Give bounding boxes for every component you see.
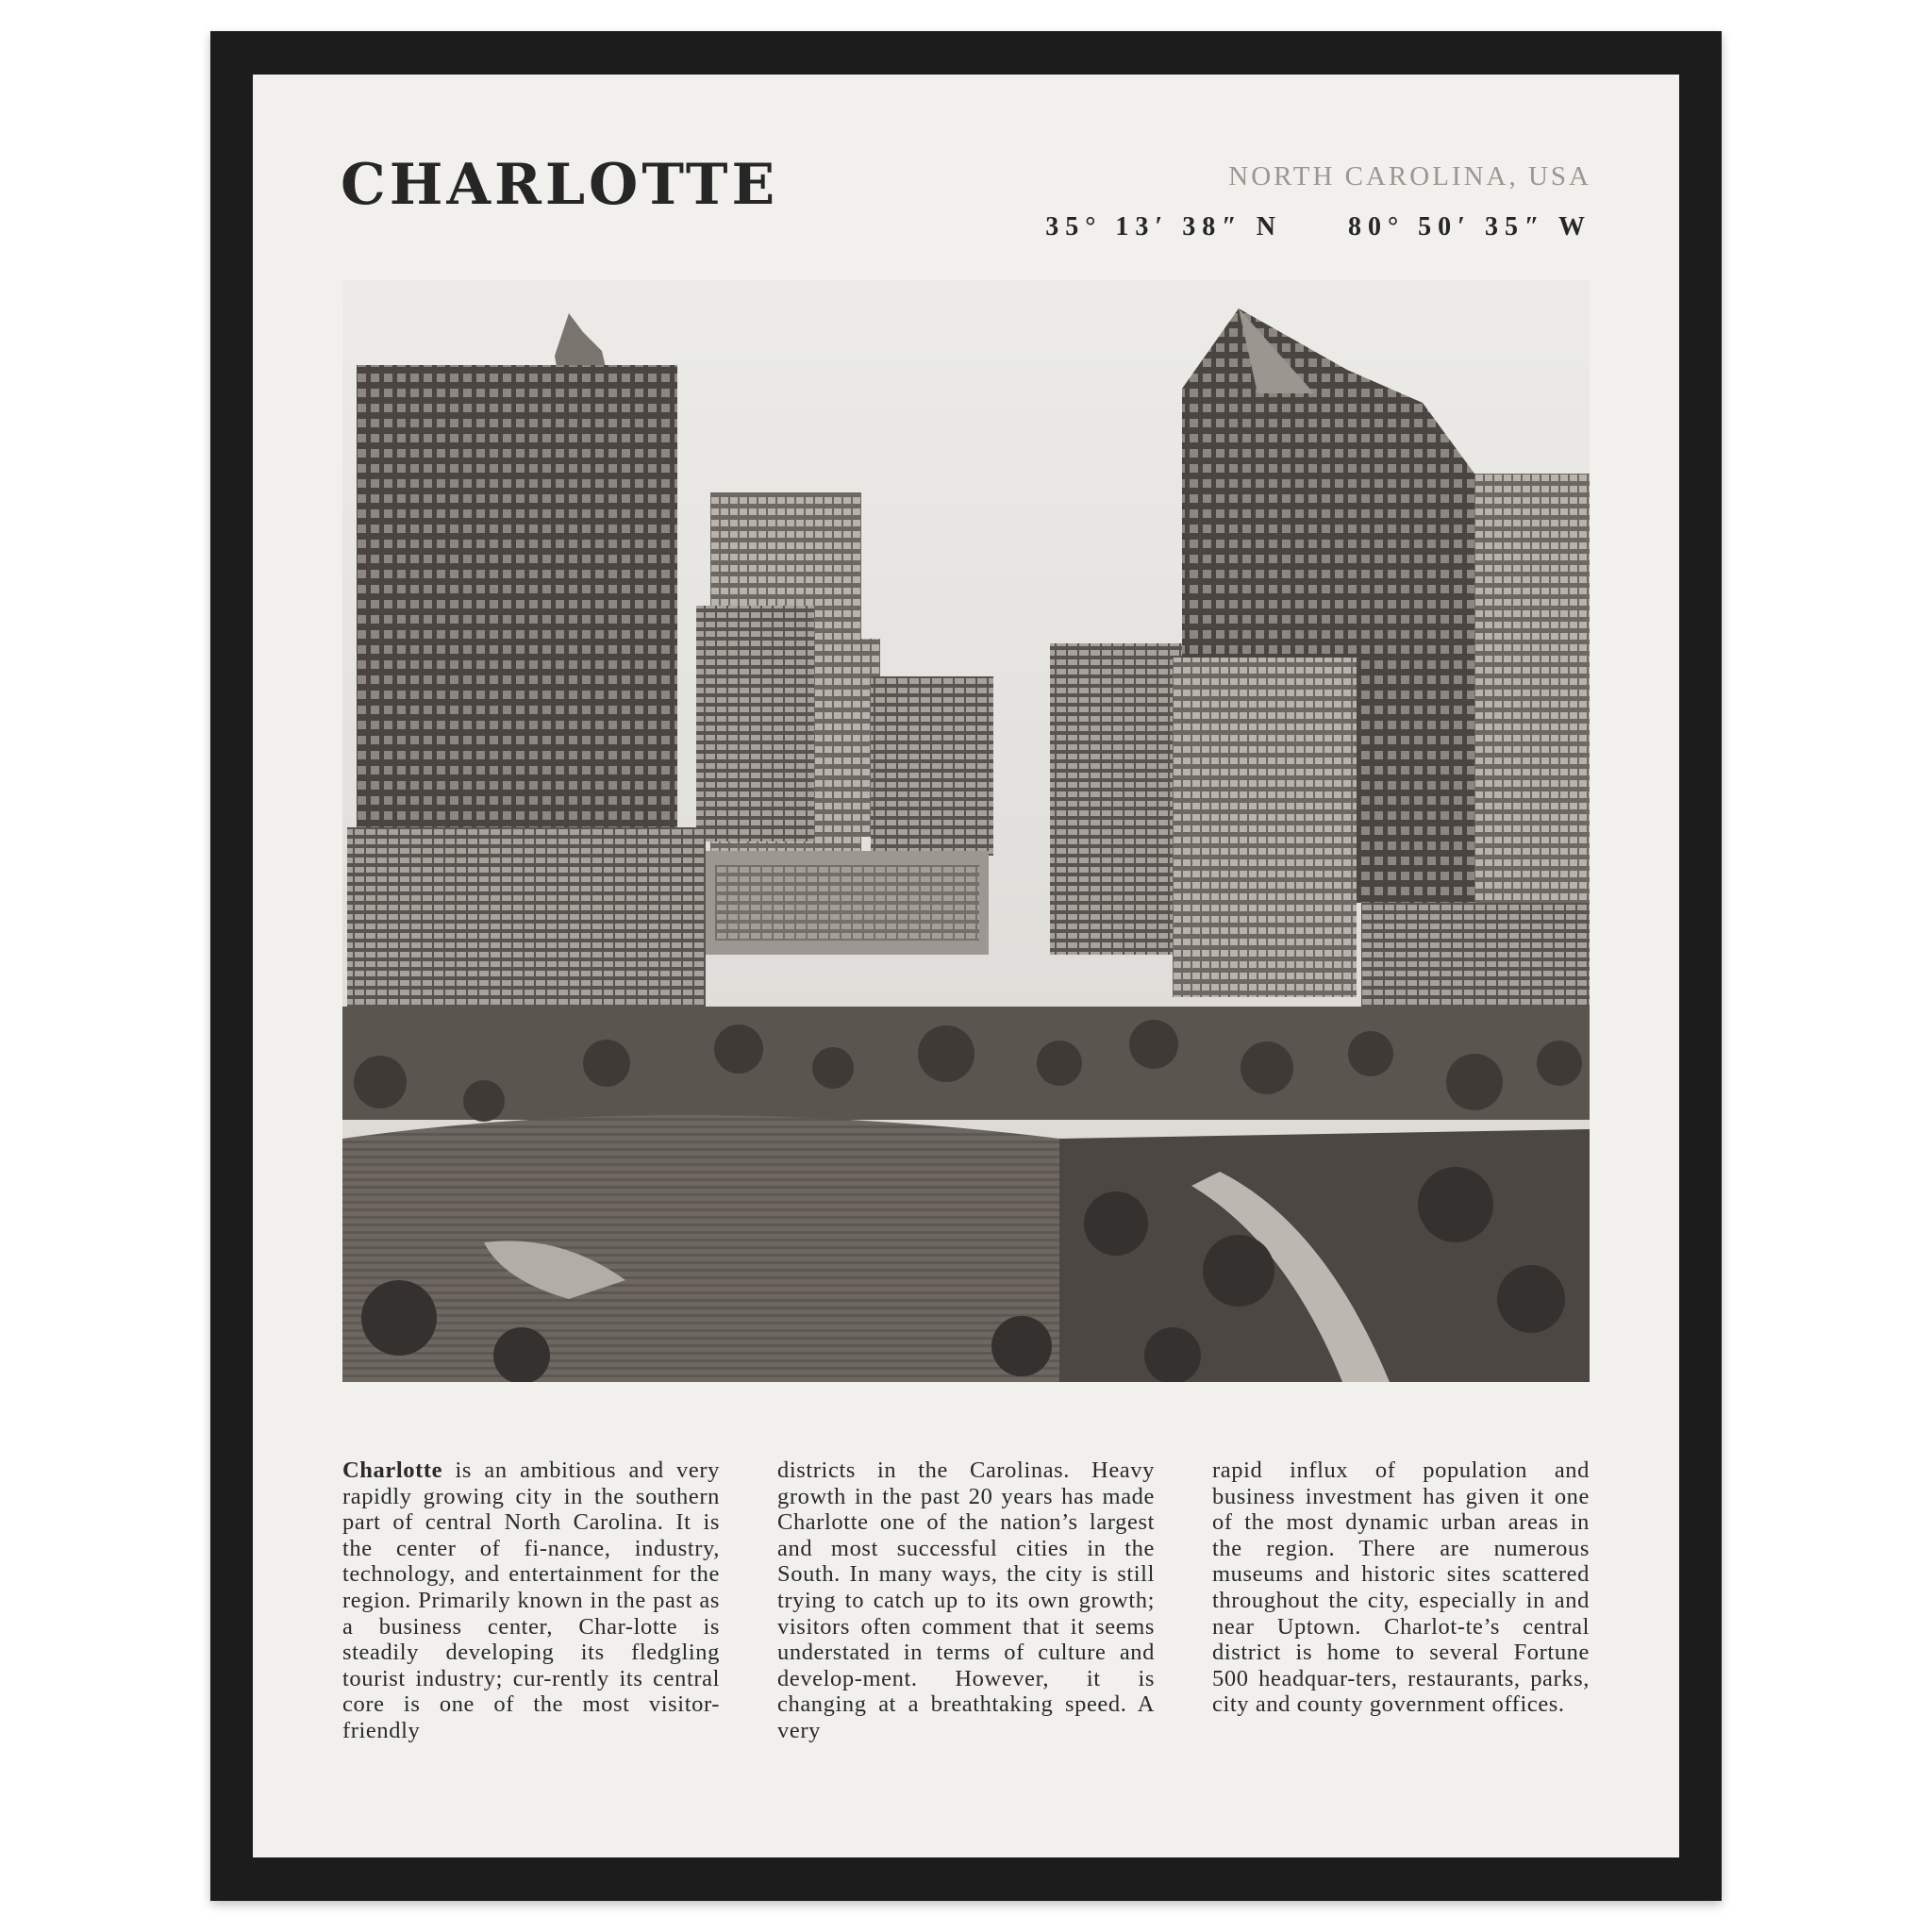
description-text <box>342 1457 1590 1744</box>
coordinates <box>1045 212 1591 242</box>
region-label: NORTH CAROLINA, USA <box>1228 161 1591 192</box>
latitude: 35° 13′ 38″ N <box>1045 212 1282 242</box>
description-lead: Charlotte <box>342 1457 443 1483</box>
poster-frame <box>210 31 1722 1901</box>
description-column-1 <box>342 1457 720 1744</box>
poster-mat <box>253 75 1679 1857</box>
description-column-3: rapid influx of population and business investment has given it one of the most dynamic urban areas in the region. There are numerous museums and historic sites scattered throughout the city, especially in and near Uptown. Charlot-te’s central district is home to several Fortune 500 headquar-ters, restaurants, parks, city and county government offices. <box>1212 1457 1590 1718</box>
city-title: CHARLOTTE <box>341 152 779 218</box>
longitude: 80° 50′ 35″ W <box>1347 212 1591 242</box>
city-skyline-photo <box>342 280 1590 1382</box>
description-col1-text: is an ambitious and very rapidly growing city in the southern part of central North Carolina. It is the center of fi-nance, industry, technology, and entertainment for the region. Primarily known in the past as a business center, Char-lotte is steadily developing its fledgling tourist industry; cur-rently its central core is one of the most visitor-friendly <box>342 1457 720 1743</box>
description-column-2: districts in the Carolinas. Heavy growth in the past 20 years has made Charlotte one of the nation’s largest and most successful cities in the South. In many ways, the city is still trying to catch up to its own growth; visitors often comment that it seems understated in terms of culture and develop-ment. However, it is changing at a breathtaking speed. A very <box>777 1457 1155 1743</box>
